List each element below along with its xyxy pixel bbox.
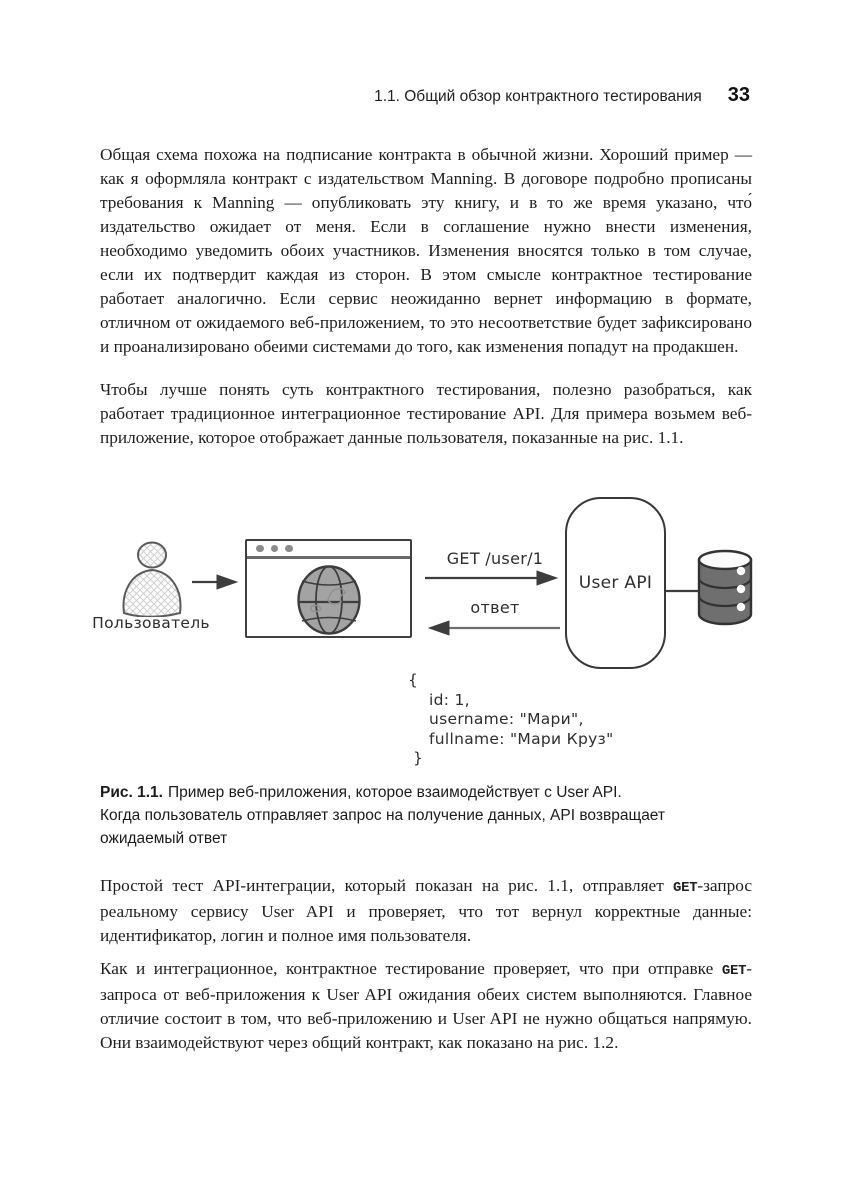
browser-window: [245, 539, 412, 638]
json-open-brace: {: [408, 671, 419, 689]
caption-line: ожидаемый ответ: [100, 830, 228, 847]
request-label: GET /user/1: [446, 549, 544, 568]
caption-text: Пример веб-приложения, которое взаимодействует с User API.: [167, 784, 622, 801]
page-header: [100, 84, 750, 107]
user-icon: [112, 541, 192, 617]
window-dot-icon: [285, 545, 293, 553]
database-icon: [694, 548, 758, 628]
paragraph-text: -запрос реальному сервису User API и проверяет, что тот вернул корректные данные: идентификатор, логин и полное имя пользователя.: [100, 876, 752, 945]
figure-number: Рис. 1.1.: [100, 784, 163, 801]
json-close-brace: }: [413, 749, 424, 767]
inline-code-get: GET: [673, 880, 698, 896]
paragraph-text: -запроса от веб-приложения к User API ожидания обеих систем выполняются. Главное отличие состоит в том, что веб-приложению и User API не нужно общаться напрямую. Они взаимодействуют через общий контракт, как показано на рис. 1.2.: [100, 959, 752, 1052]
globe-icon: [296, 564, 362, 636]
api-box: [565, 497, 666, 669]
json-fullname-line: fullname: "Мари Круз": [429, 729, 614, 748]
paragraph-contract-test: [100, 957, 752, 1055]
window-dot-icon: [271, 545, 279, 553]
section-heading: 1.1. Общий обзор контрактного тестирования: [374, 88, 702, 105]
window-dot-icon: [256, 545, 264, 553]
browser-titlebar: [247, 541, 410, 559]
page-number: 33: [727, 84, 750, 106]
response-label: ответ: [470, 598, 520, 617]
json-username-line: username: "Мари",: [429, 710, 584, 728]
json-id-line: id: 1,: [429, 690, 470, 709]
paragraph-contract-analogy: Общая схема похожа на подписание контракта в обычной жизни. Хороший пример — как я оформляла контракт с издательством Manning. В договоре подробно прописаны требования к Manning — опубликовать эту книгу, и в то же время указано, что́ издательство ожидает от меня. Если в соглашение нужно внести изменения, необходимо уведомить обоих участников. Изменения вносятся только в том случае, если их подтвердит каждая из сторон. В этом смысле контрактное тестирование работает аналогично. Если сервис неожиданно вернет информацию в формате, отличном от ожидаемого веб-приложением, то это несоответствие будет зафиксировано и проанализировано обеими системами до того, как изменения попадут на продакшен.: [100, 145, 752, 356]
caption-line: [100, 781, 720, 804]
paragraph-integration-test: [100, 874, 752, 948]
inline-code-get: GET: [721, 963, 747, 979]
json-response: [408, 671, 614, 769]
paragraph-integration-intro: Чтобы лучше понять суть контрактного тестирования, полезно разобраться, как работает традиционное интеграционное тестирование API. Для примера возьмем веб-приложение, которое отображает данные пользователя, показанные на рис. 1.1.: [100, 380, 752, 447]
figure-diagram: [92, 487, 760, 779]
paragraph-text: Простой тест API-интеграции, который показан на рис. 1.1, отправляет: [100, 876, 674, 895]
caption-line: Когда пользователь отправляет запрос на получение данных, API возвращает: [100, 807, 666, 824]
user-label: Пользователь: [92, 614, 210, 632]
figure-caption: [100, 781, 720, 850]
api-label: User API: [578, 573, 653, 593]
paragraph-text: Как и интеграционное, контрактное тестирование проверяет, что при отправке: [100, 959, 722, 978]
